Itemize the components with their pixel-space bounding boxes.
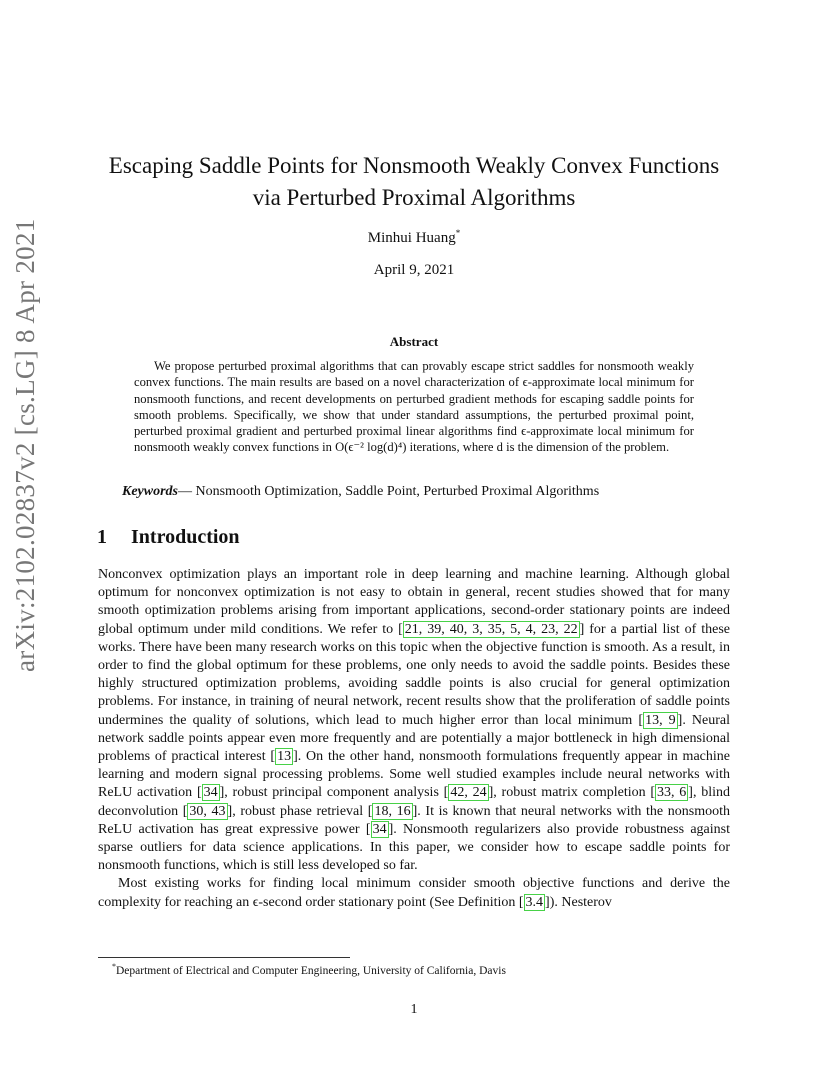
paragraph-text: . It is known that neural networks with the nonsmooth ReLU activation has great expressive power [98,803,730,837]
author [70,228,758,247]
keywords-text: — Nonsmooth Optimization, Saddle Point, Perturbed Proximal Algorithms [178,484,600,499]
arxiv-identifier: arXiv:2102.02837v2 [cs.LG] 8 Apr 2021 [10,218,40,672]
paragraph-text: Nonconvex optimization plays an important role in deep learning and machine learning. Although global optimum for nonconvex optimization is not easy to obtain in general, recent studies showed that for many smooth optimization problems arising from important applications, second-order stationary points are indeed global optimum under mild conditions. We refer to [98,567,730,637]
citation-link[interactable]: 34 [203,785,218,801]
paragraph-text: . Neural network saddle points appear even more frequently and are potentially a major bottleneck in high dimensional problems of practical interest [98,712,731,765]
footnote-rule [98,957,350,958]
paragraph-text: , robust phase retrieval [232,803,368,819]
paragraph-text: for a partial list of these works. There have been many research works on this topic when the objective function is smooth. As a result, in order to find the global optimum for these problems, one only needs to avoid the saddle points. Besides these highly structured optimization problems, avoiding saddle points is also crucial for general optimization problems. For instance, in training of neural network, recent results show that the proliferation of saddle points undermines the quality of solutions, which lead to much higher error than local minimum [98,621,730,728]
body-text [98,566,730,912]
citation-link[interactable]: 21, 39, 40, 3, 35, 5, 4, 23, 22 [404,621,578,637]
paragraph-text: Most existing works for finding local minimum consider smooth objective functions and derive the complexity for reaching an ϵ-second order stationary point (See Definition [98,876,730,910]
page-number: 1 [410,1002,418,1017]
abstract-heading: Abstract [389,334,439,349]
author-footnote-mark: * [455,228,461,238]
citation-link[interactable]: 34 [372,821,387,837]
citation-link[interactable]: 3.4 [525,894,544,910]
footnote-text: Department of Electrical and Computer Engineering, University of California, Davis [116,964,506,977]
paragraph-text: , blind deconvolution [98,785,731,819]
title-line-1: Escaping Saddle Points for Nonsmooth Weakly Convex Functions [108,153,720,178]
footnote-mark: * [112,962,116,971]
citation-link[interactable]: 13, 9 [645,712,676,728]
title-line-2: via Perturbed Proximal Algorithms [252,185,576,210]
section-number: 1 [97,526,107,548]
citation-link[interactable]: 33, 6 [657,785,687,801]
paragraph-1: Nonconvex optimization plays an important role in deep learning and machine learning. Although global optimum for nonconvex optimization is not easy to obtain in general, recent studies showed that for many smooth optimization problems arising from important applications, second-order stationary points are indeed global optimum under mild conditions. We refer to [ 21, 39, 40, 3, 35, 5, 4, 23, 22 ] for a partial list of these works. There have been many research works on this topic when the objective function is smooth. As a result, in order to find the global optimum for these problems, one only needs to avoid the saddle points. Besides these highly structured optimization problems, avoiding saddle points is also crucial for general optimization problems. For instance, in training of neural network, recent results show that the proliferation of saddle points undermines the quality of solutions, which lead to much higher error than local minimum [ 13, 9 ]. Neural network saddle points appear even more frequently and are potentially a major bottleneck in high dimensional problems of practical interest [ 13 ]. On the other hand, nonsmooth formulations frequently appear in machine learning and modern signal processing problems. Some well studied examples include neural networks with ReLU activation [ 34 ], robust principal component analysis [ 42, 24 ], robust matrix completion [ 33, 6 ], blind deconvolution [ 30, 43 ], robust phase retrieval [ 18, 16 ]. It is known that neural networks with the nonsmooth ReLU activation has great expressive power [ 34 ]. Nonsmooth regularizers also provide robustness against sparse outliers for data science applications. In this paper, we consider how to escape saddle points for nonsmooth functions, which is still less developed so far. [98,567,731,874]
paragraph-text: , robust matrix completion [493,785,651,801]
citation-link[interactable]: 30, 43 [189,803,226,819]
paragraph-text: , robust principal component analysis [224,785,444,801]
keywords-label: Keywords [122,484,178,499]
citation-link[interactable]: 13 [277,749,292,765]
keywords [122,484,742,500]
paragraph-text: . Nonsmooth regularizers also provide robustness against sparse outliers for data science applications. In this paper, we consider how to escape saddle points for nonsmooth functions, which is still less developed so far. [98,821,730,874]
abstract-text: We propose perturbed proximal algorithms that can provably escape strict saddles for nonsmooth weakly convex functions. The main results are based on a novel characterization of ϵ-approximate local minimum for nonsmooth functions, and recent developments on perturbed gradient methods for escaping saddle points for smooth problems. Specifically, we show that under standard assumptions, the perturbed proximal point, perturbed proximal gradient and perturbed proximal linear algorithms find ϵ-approximate local minimum for nonsmooth weakly convex functions in O(ϵ⁻² log(d)⁴) iterations, where d is the dimension of the problem. [134,359,694,455]
citation-link[interactable]: 18, 16 [374,803,411,819]
paper-title [70,150,758,214]
citation-link[interactable]: 42, 24 [450,785,487,801]
paragraph-text: ). Nesterov [549,894,612,910]
paragraph-text: . On the other hand, nonsmooth formulations frequently appear in machine learning and modern signal processing problems. Some well studied examples include neural networks with ReLU activation [98,749,730,801]
paper-date: April 9, 2021 [373,262,455,278]
paragraph-2: Most existing works for finding local minimum consider smooth objective functions and derive the complexity for reaching an ϵ-second order stationary point (See Definition [ 3.4 ]). Nesterov [98,876,730,910]
footnote [112,962,506,977]
section-heading [97,526,240,549]
section-title: Introduction [131,526,240,548]
author-name: Minhui Huang [367,230,456,246]
